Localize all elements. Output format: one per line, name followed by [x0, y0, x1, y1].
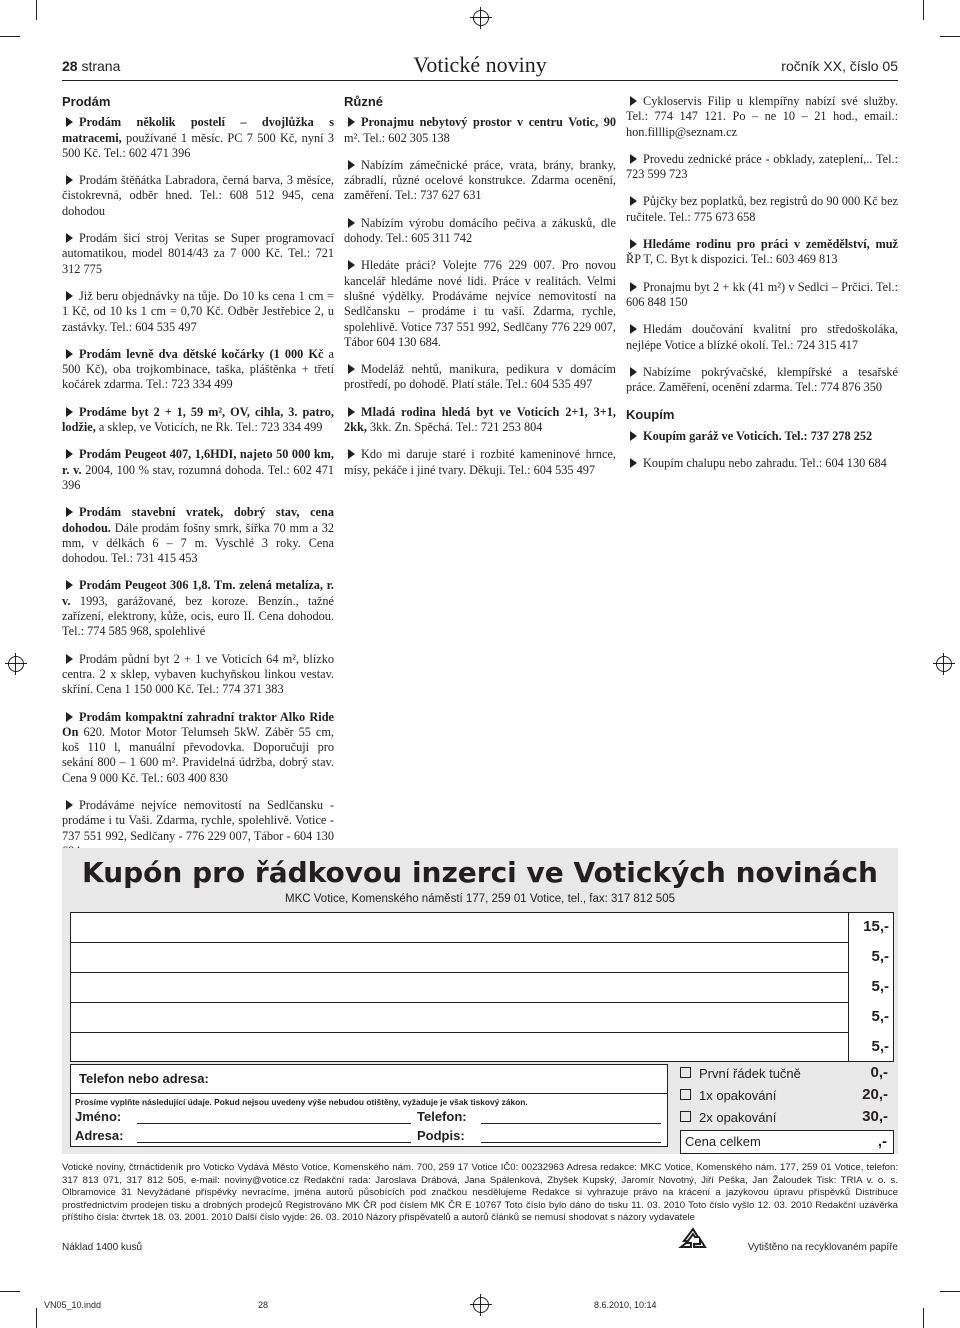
classified-ad — [62, 710, 334, 786]
ad-text: Hledám doučování kvalitní pro středoškoláka, nejlépe Votice a blízké okolí. Tel.: 724 315 417 — [626, 322, 898, 352]
ad-text: Cykloservis Filip u klempířny nabízí své služby. Tel.: 774 147 121. Po – ne 10 – 21 hod., email.: hon.filllip@seznam.cz — [626, 94, 898, 139]
tel-label: Telefon: — [417, 1109, 467, 1124]
tel-input[interactable] — [481, 1123, 661, 1124]
bullet-arrow-icon — [630, 367, 637, 377]
issue-label: ročník XX, číslo 05 — [781, 58, 898, 74]
ad-text: Nabízíme pokrývačské, klempířské a tesařské práce. Zaměření, ocenění zdarma. Tel.: 774 876 350 — [626, 364, 898, 395]
registration-mark-top — [473, 10, 489, 26]
column-ruzne — [344, 94, 616, 490]
coupon-line — [70, 1002, 848, 1003]
classified-ad — [626, 152, 898, 183]
bullet-arrow-icon — [66, 654, 73, 664]
ad-text: Půjčky bez poplatků, bez registrů do 90 000 Kč bez ručitele. Tel.: 775 673 658 — [626, 194, 898, 224]
sign-label: Podpis: — [417, 1128, 465, 1143]
column-right — [626, 94, 898, 483]
bullet-arrow-icon — [348, 218, 355, 228]
bullet-arrow-icon — [348, 364, 355, 374]
bullet-arrow-icon — [630, 458, 637, 468]
bullet-arrow-icon — [66, 291, 73, 301]
bullet-arrow-icon — [66, 233, 73, 243]
bullet-arrow-icon — [66, 407, 73, 417]
bullet-arrow-icon — [348, 117, 355, 127]
ad-text: 1993, garážované, bez koroze. Benzín., tažné zařízení, elektrony, kůže, ocis, euro II. Cena dohodou. Tel.: 774 585 968, spolehlivé — [62, 593, 334, 639]
ad-text: 620. Motor Motor Telumseh 5kW. Záběr 55 cm, koš 110 l, manuální převodovka. Doporučuji pro sekání 800 – 1 600 m². Pravidelná údržba, dobrý stav. Cena 9 000 Kč. Tel.: 603 400 830 — [62, 724, 334, 785]
ad-text: Koupím chalupu nebo zahradu. Tel.: 604 130 684 — [643, 456, 887, 471]
crop-mark — [940, 1291, 960, 1292]
ad-headline: Mladá rodina hledá byt ve Voticích 2+1, 3+1, 2kk, — [344, 404, 616, 435]
ad-headline: Koupím garáž ve Voticích. Tel.: 737 278 252 — [643, 428, 873, 443]
page-number: 28 strana — [62, 58, 121, 74]
total-price-box — [680, 1130, 894, 1154]
column-prodam — [62, 94, 334, 871]
bullet-arrow-icon — [66, 449, 73, 459]
bullet-arrow-icon — [630, 239, 637, 249]
bullet-arrow-icon — [66, 507, 73, 517]
section-heading-prodam: Prodám — [62, 94, 111, 109]
classified-ad — [344, 405, 616, 436]
bullet-arrow-icon — [348, 260, 355, 270]
classified-ad — [626, 237, 898, 268]
classified-ad — [62, 173, 334, 219]
phone-address-field[interactable] — [70, 1064, 668, 1094]
ad-text: ŘP T, C. Byt k dispozici. Tel.: 603 469 813 — [626, 252, 838, 267]
sign-input[interactable] — [481, 1142, 661, 1143]
ad-text: m². Tel.: 602 305 138 — [344, 130, 450, 145]
ad-text: Již beru objednávky na tůje. Do 10 ks cena 1 cm = 1 Kč, od 10 ks 1 cm = 0,70 Kč. Odběr Jestřebice 2, u zastávky. Tel.: 604 535 497 — [62, 288, 334, 334]
option-bold-first-line[interactable]: První řádek tučně — [680, 1066, 801, 1081]
checkbox-icon[interactable] — [680, 1111, 691, 1122]
name-label: Jméno: — [75, 1109, 122, 1124]
classified-ad — [62, 231, 334, 277]
crop-mark — [923, 0, 924, 20]
total-price: ,- — [877, 1133, 887, 1150]
ad-headline: Prodám Peugeot 407, 1,6HDI, najeto 50 000 km, r. v. — [62, 447, 334, 477]
classified-ad — [62, 289, 334, 335]
paper-title: Votické noviny — [413, 52, 547, 77]
classified-ad — [626, 456, 898, 471]
slug-file: VN05_10.indd — [44, 1300, 102, 1310]
classified-ad — [62, 447, 334, 493]
coupon-text-grid[interactable] — [70, 912, 894, 1062]
ad-text: Pronajmu byt 2 + kk (41 m²) v Sedlci – Prčici. Tel.: 606 848 150 — [626, 279, 898, 309]
checkbox-icon[interactable] — [680, 1089, 691, 1100]
crop-mark — [940, 36, 960, 37]
classified-ad — [62, 115, 334, 161]
classified-ad — [626, 365, 898, 396]
ad-text: Nabízím výrobu domácího pečiva a zákusků, dle dohody. Tel.: 605 311 742 — [344, 215, 616, 246]
ad-text: Prodám šicí stroj Veritas se Super programovací automatikou, model 8014/43 za 7 000 Kč. Tel.: 721 312 775 — [62, 231, 334, 276]
recycle-icon — [678, 1226, 708, 1257]
ad-text: 2004, 100 % stav, rozumná dohoda. Tel.: 602 471 396 — [62, 462, 334, 492]
ad-text: Nabízím zámečnické práce, vrata, brány, branky, zábradlí, různé ocelové konstrukce. Zdarma ocenění, zaměření. Tel.: 737 627 631 — [344, 157, 616, 203]
header-rule — [62, 80, 898, 81]
slug-page: 28 — [258, 1300, 269, 1310]
ad-headline: Prodáme byt 2 + 1, 59 m², OV, cihla, 3. patro, lodžie, — [62, 404, 334, 435]
ad-text: Dále prodám fošny smrk, šířka 70 mm a 32 mm, v délkách 6 – 7 m. Vyschlé 3 roky. Cena dohodou. Tel.: 731 415 453 — [62, 520, 334, 566]
phone-address-label: Telefon nebo adresa: — [79, 1071, 209, 1086]
coupon-line — [70, 942, 848, 943]
recycled-paper-note: Vytištěno na recyklovaném papíře — [747, 1242, 898, 1253]
ad-text: Prodáváme nejvíce nemovitostí na Sedlčansku - prodáme i tu Vaši. Zdarma, rychle, spolehlivě. Votice - 737 551 992, Sedlčany - 776 229 007, Tábor - 604 130 — [62, 797, 334, 843]
ad-text: a sklep, ve Voticích, ne Rk. Tel.: 723 334 499 — [95, 420, 323, 435]
bullet-arrow-icon — [66, 580, 73, 590]
name-input[interactable] — [137, 1123, 411, 1124]
print-run: Náklad 1400 kusů — [62, 1242, 143, 1253]
bullet-arrow-icon — [630, 154, 637, 164]
line-price: 5,- — [871, 1008, 889, 1025]
bullet-arrow-icon — [348, 449, 355, 459]
checkbox-icon[interactable] — [680, 1067, 691, 1078]
ad-text: Hledáte práci? Volejte 776 229 007. Pro novou kancelář hledáme nové lidi. Práce v realitách. Velmi slušné výdělky. Prodáváme nejvíce nemovitostí na Sedlčansku – prodáme i tu vaší. Zdarma, rychle, spolehlivě. Votice 737 551 992, Sedlčany 776 229 007, Tábor 604 130 684. — [344, 258, 616, 349]
classified-ad — [626, 194, 898, 225]
option-repeat-2x[interactable]: 2x opakování — [680, 1110, 776, 1125]
imprint: Votické noviny, čtrnáctideník pro Voticko Vydává Město Votice, Komenského nám. 700, 259 17 Votice IČ0: 00232963 Adresa redakce: MKC Votice, Komenského nám. 177, 259 01 Votice, telefon: 317 813 071, 317 812 505, e-mail: noviny@votice.cz Redakční rada: Jaroslava Drábová, Jana Spálenková, Zbyšek Kupský, Jaromír Novotný, Jiří Peška, Jan Žaloudek Tisk: TRIA v. o. s. Olbramovice 31 Nevyžádané příspěvky nevracíme, jména autorů působících pod značkou nesdělujeme Redakce si vyhrazuje právo na krácení a jazykovou úpravu příspěvků Distribuce prostřednictvím prodejen tisku a drobných prodejců Registrováno MK ČR pod číslem MK ČR E 10767 Toto číslo bylo dáno do tisku 11. 03. 2010 Toto číslo vyšlo 12. 03. 2010 Redakční uzávěrka příštího čísla: čtvrtek 18. 03. 2001. 2010 Další číslo vyjde: 26. 03. 2010 Názory přispěvatelů a autorů článků se nemusí shodovat s názory vydavatele — [62, 1162, 898, 1223]
registration-mark-bottom — [473, 1297, 489, 1313]
ad-text: Prodám štěňátka Labradora, černá barva, 3 měsíce, čistokrevná, odběr hned. Tel.: 608 512 945, cena dohodou — [62, 173, 334, 218]
bullet-arrow-icon — [66, 712, 73, 722]
classified-ad — [626, 322, 898, 353]
address-label: Adresa: — [75, 1128, 124, 1143]
classified-ad — [344, 447, 616, 478]
classified-ad — [62, 405, 334, 436]
ad-headline: Prodám Peugeot 306 1,8. Tm. zelená metalíza, r. v. — [62, 578, 334, 608]
bullet-arrow-icon — [630, 96, 637, 106]
ad-headline: Prodám několik postelí – dvojlůžka s matracemi, — [62, 115, 334, 145]
ad-text: Prodám půdní byt 2 + 1 ve Voticích 64 m², blízko centra. 2 x sklep, vybaven kuchyňskou linkou vestav. skříní. Cena 1 150 000 Kč. Tel.: 774 371 383 — [62, 651, 334, 697]
classified-ad — [344, 362, 616, 393]
ad-text: a 500 Kč), oba trojkombinace, taška, pláštěnka + třetí kočárek zdarma. Tel.: 723 334 499 — [62, 346, 334, 392]
coupon-line — [70, 972, 848, 973]
classified-ad — [344, 216, 616, 247]
coupon-line — [70, 1032, 848, 1033]
bullet-arrow-icon — [630, 324, 637, 334]
section-heading-ruzne: Různé — [344, 94, 383, 109]
line-price: 5,- — [871, 1038, 889, 1055]
bullet-arrow-icon — [348, 160, 355, 170]
bullet-arrow-icon — [66, 117, 73, 127]
crop-mark — [0, 1291, 20, 1292]
ad-headline: Pronajmu nebytový prostor v centru Votic, 90 — [361, 115, 616, 130]
bullet-arrow-icon — [66, 800, 73, 810]
classified-ad — [62, 652, 334, 698]
personal-data-note: Prosíme vyplňte následující údaje. Pokud nejsou uvedeny výše nebudou otištěny, vyžaduje je však tiskový zákon. — [75, 1097, 528, 1107]
ad-text: Provedu zednické práce - obklady, zateplení,.. Tel.: 723 599 723 — [626, 151, 898, 182]
ad-headline: Hledáme rodinu pro práci v zemědělství, muž — [643, 237, 898, 252]
line-price: 5,- — [871, 978, 889, 995]
coupon-title: Kupón pro řádkovou inzerci ve Votických novinách — [81, 856, 878, 889]
option-repeat-1x[interactable]: 1x opakování — [680, 1088, 776, 1103]
bullet-arrow-icon — [348, 407, 355, 417]
section-heading-koupim: Koupím — [626, 407, 675, 423]
line-price: 15,- — [863, 918, 889, 935]
line-price: 5,- — [871, 948, 889, 965]
bullet-arrow-icon — [630, 196, 637, 206]
classified-ad — [626, 429, 898, 444]
coupon-prices — [848, 912, 893, 1062]
bullet-arrow-icon — [630, 282, 637, 292]
ad-text: Modeláž nehtů, manikura, pedikura v domácím prostředí, po dohodě. Platí stále. Tel.: 604 535 497 — [344, 362, 616, 392]
slug-date: 8.6.2010, 10:14 — [594, 1300, 657, 1310]
total-label: Cena celkem — [685, 1134, 761, 1149]
classified-ad — [62, 505, 334, 566]
bullet-arrow-icon — [66, 175, 73, 185]
personal-data-box — [70, 1093, 668, 1147]
classified-ad — [344, 158, 616, 204]
bullet-arrow-icon — [66, 349, 73, 359]
ad-text: Kdo mi daruje staré i rozbité kameninové hrnce, mísy, pekáče i jiné tvary. Děkuji. Tel.: 604 535 497 — [344, 447, 616, 477]
classified-ad — [62, 578, 334, 639]
ad-text: 3kk. Zn. Spěchá. Tel.: 721 253 804 — [366, 420, 543, 435]
classified-ad — [626, 94, 898, 140]
registration-mark-right — [936, 656, 952, 672]
classified-ad — [62, 347, 334, 393]
ad-headline: Prodám stavební vratek, dobrý stav, cena dohodou. — [62, 505, 334, 535]
registration-mark-left — [8, 656, 24, 672]
option-prices: 0,- 20,- 30,- — [862, 1064, 888, 1125]
crop-mark — [36, 1308, 37, 1328]
classified-ad — [344, 258, 616, 350]
ad-headline: Prodám kompaktní zahradní traktor Alko Ride On — [62, 709, 334, 739]
crop-mark — [36, 0, 37, 20]
crop-mark — [0, 36, 20, 37]
ad-text: používané 1 měsíc. PC 7 500 Kč, nyní 3 500 Kč. Tel.: 602 471 396 — [62, 130, 334, 160]
classified-ad — [344, 115, 616, 146]
address-input[interactable] — [137, 1142, 411, 1143]
ad-headline: Prodám levně dva dětské kočárky (1 000 Kč — [79, 346, 324, 361]
classified-ad — [626, 280, 898, 311]
bullet-arrow-icon — [630, 431, 637, 441]
crop-mark — [923, 1308, 924, 1328]
coupon-subtitle: MKC Votice, Komenského náměstí 177, 259 01 Votice, tel., fax: 317 812 505 — [285, 893, 675, 905]
